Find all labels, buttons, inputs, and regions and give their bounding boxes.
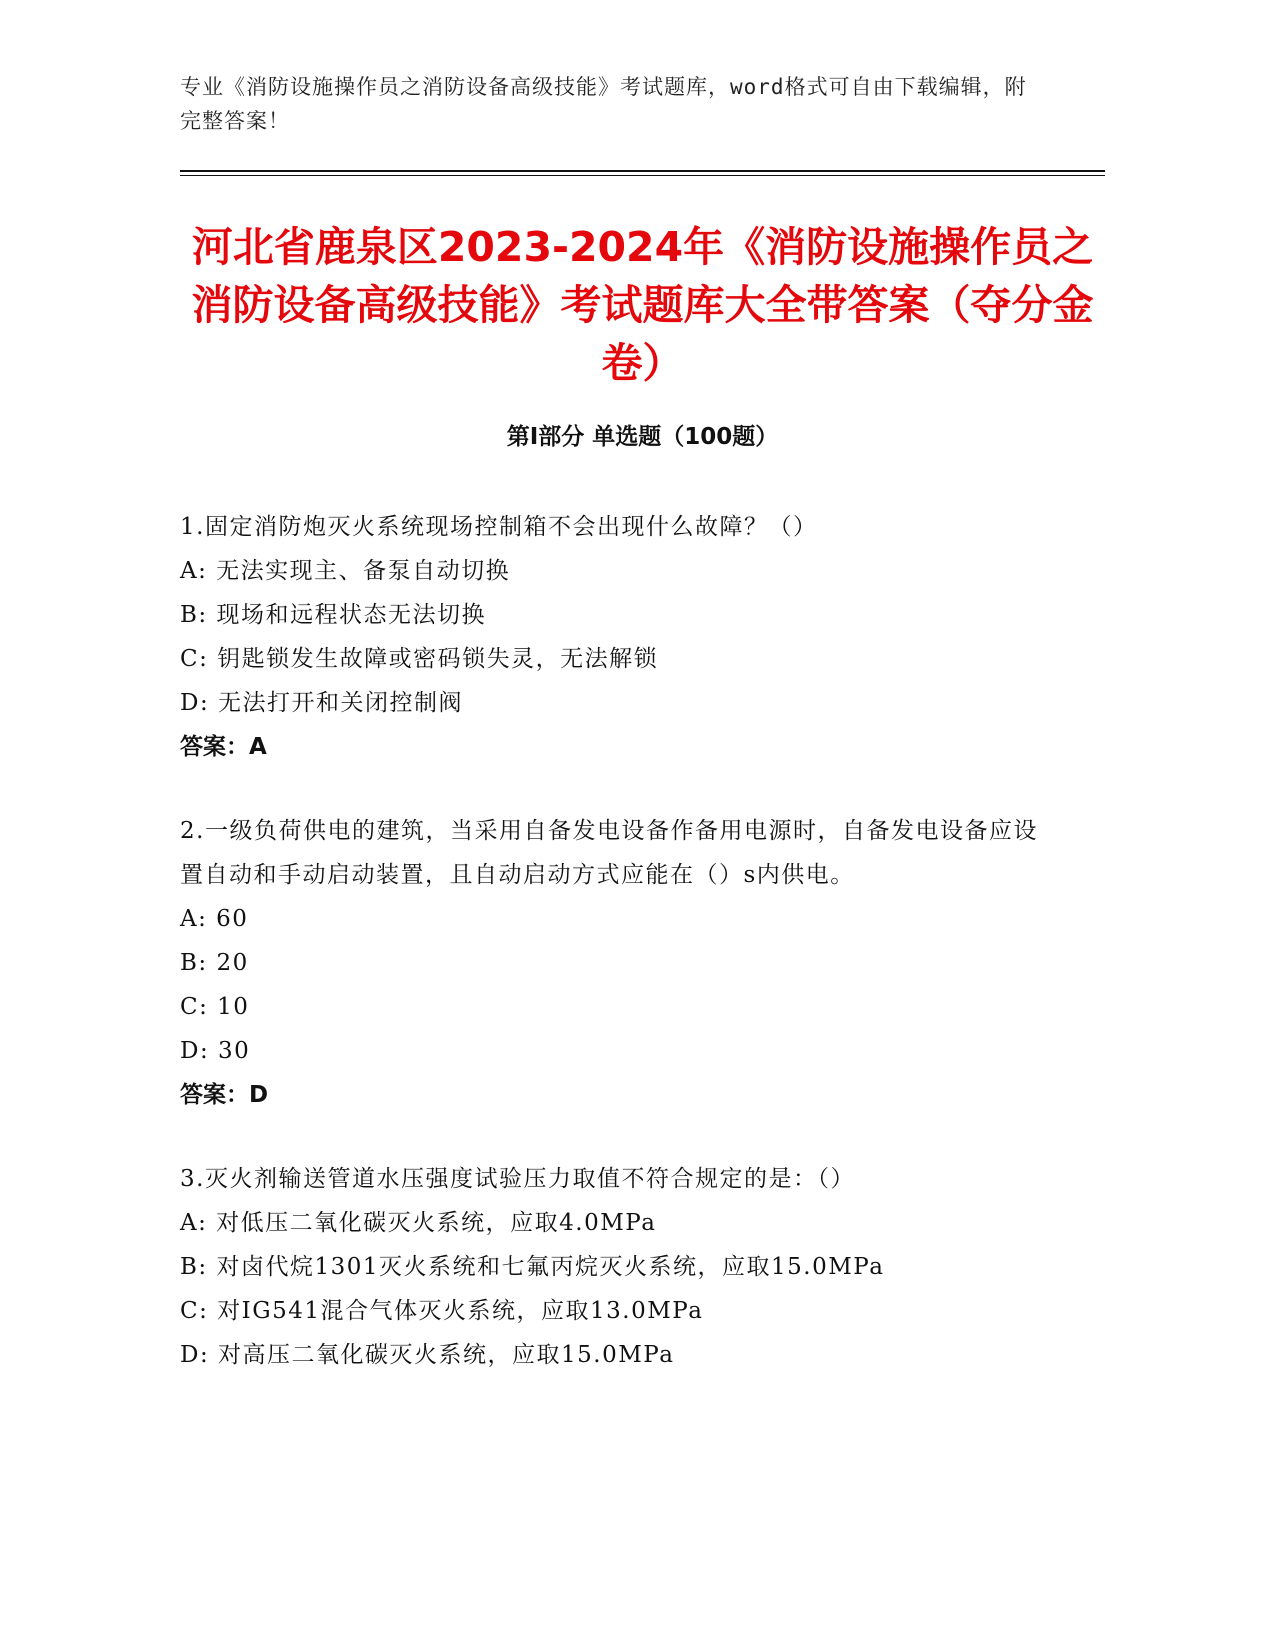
question-1	[180, 505, 1040, 769]
header-rule-thick	[180, 170, 1105, 172]
question-stem: 3.灭火剂输送管道水压强度试验压力取值不符合规定的是：（）	[180, 1166, 855, 1192]
option-b: B: 对卤代烷1301灭火系统和七氟丙烷灭火系统，应取15.0MPa	[180, 1254, 885, 1280]
question-stem: 1.固定消防炮灭火系统现场控制箱不会出现什么故障？（）	[180, 514, 818, 540]
option-b: B: 20	[180, 950, 249, 976]
answer-line: 答案：A	[180, 734, 267, 760]
section-title: 第Ⅰ部分 单选题（100题）	[506, 424, 779, 450]
option-a: A: 无法实现主、备泵自动切换	[180, 558, 511, 584]
question-3	[180, 1157, 1040, 1377]
document-title: 河北省鹿泉区2023-2024年《消防设施操作员之消防设备高级技能》考试题库大全带答案（夺分金卷）	[191, 223, 1094, 387]
option-a: A: 60	[180, 906, 249, 932]
header-rule-thin	[180, 175, 1105, 176]
option-d: D: 对高压二氧化碳灭火系统，应取15.0MPa	[180, 1342, 675, 1368]
question-2	[180, 809, 1040, 1117]
option-c: C: 10	[180, 994, 250, 1020]
answer-line: 答案：D	[180, 1082, 269, 1108]
option-d: D: 无法打开和关闭控制阀	[180, 690, 464, 716]
option-b: B: 现场和远程状态无法切换	[180, 602, 486, 628]
option-c: C: 对IG541混合气体灭火系统，应取13.0MPa	[180, 1298, 704, 1324]
question-list	[180, 505, 1040, 1417]
question-stem: 2.一级负荷供电的建筑，当采用自备发电设备作备用电源时，自备发电设备应设置自动和手动启动装置，且自动启动方式应能在（）s内供电。	[180, 818, 1038, 888]
option-a: A: 对低压二氧化碳灭火系统，应取4.0MPa	[180, 1210, 657, 1236]
header-note: 专业《消防设施操作员之消防设备高级技能》考试题库，word格式可自由下载编辑，附完整答案！	[180, 75, 1027, 133]
option-c: C: 钥匙锁发生故障或密码锁失灵，无法解锁	[180, 646, 659, 672]
option-d: D: 30	[180, 1038, 251, 1064]
